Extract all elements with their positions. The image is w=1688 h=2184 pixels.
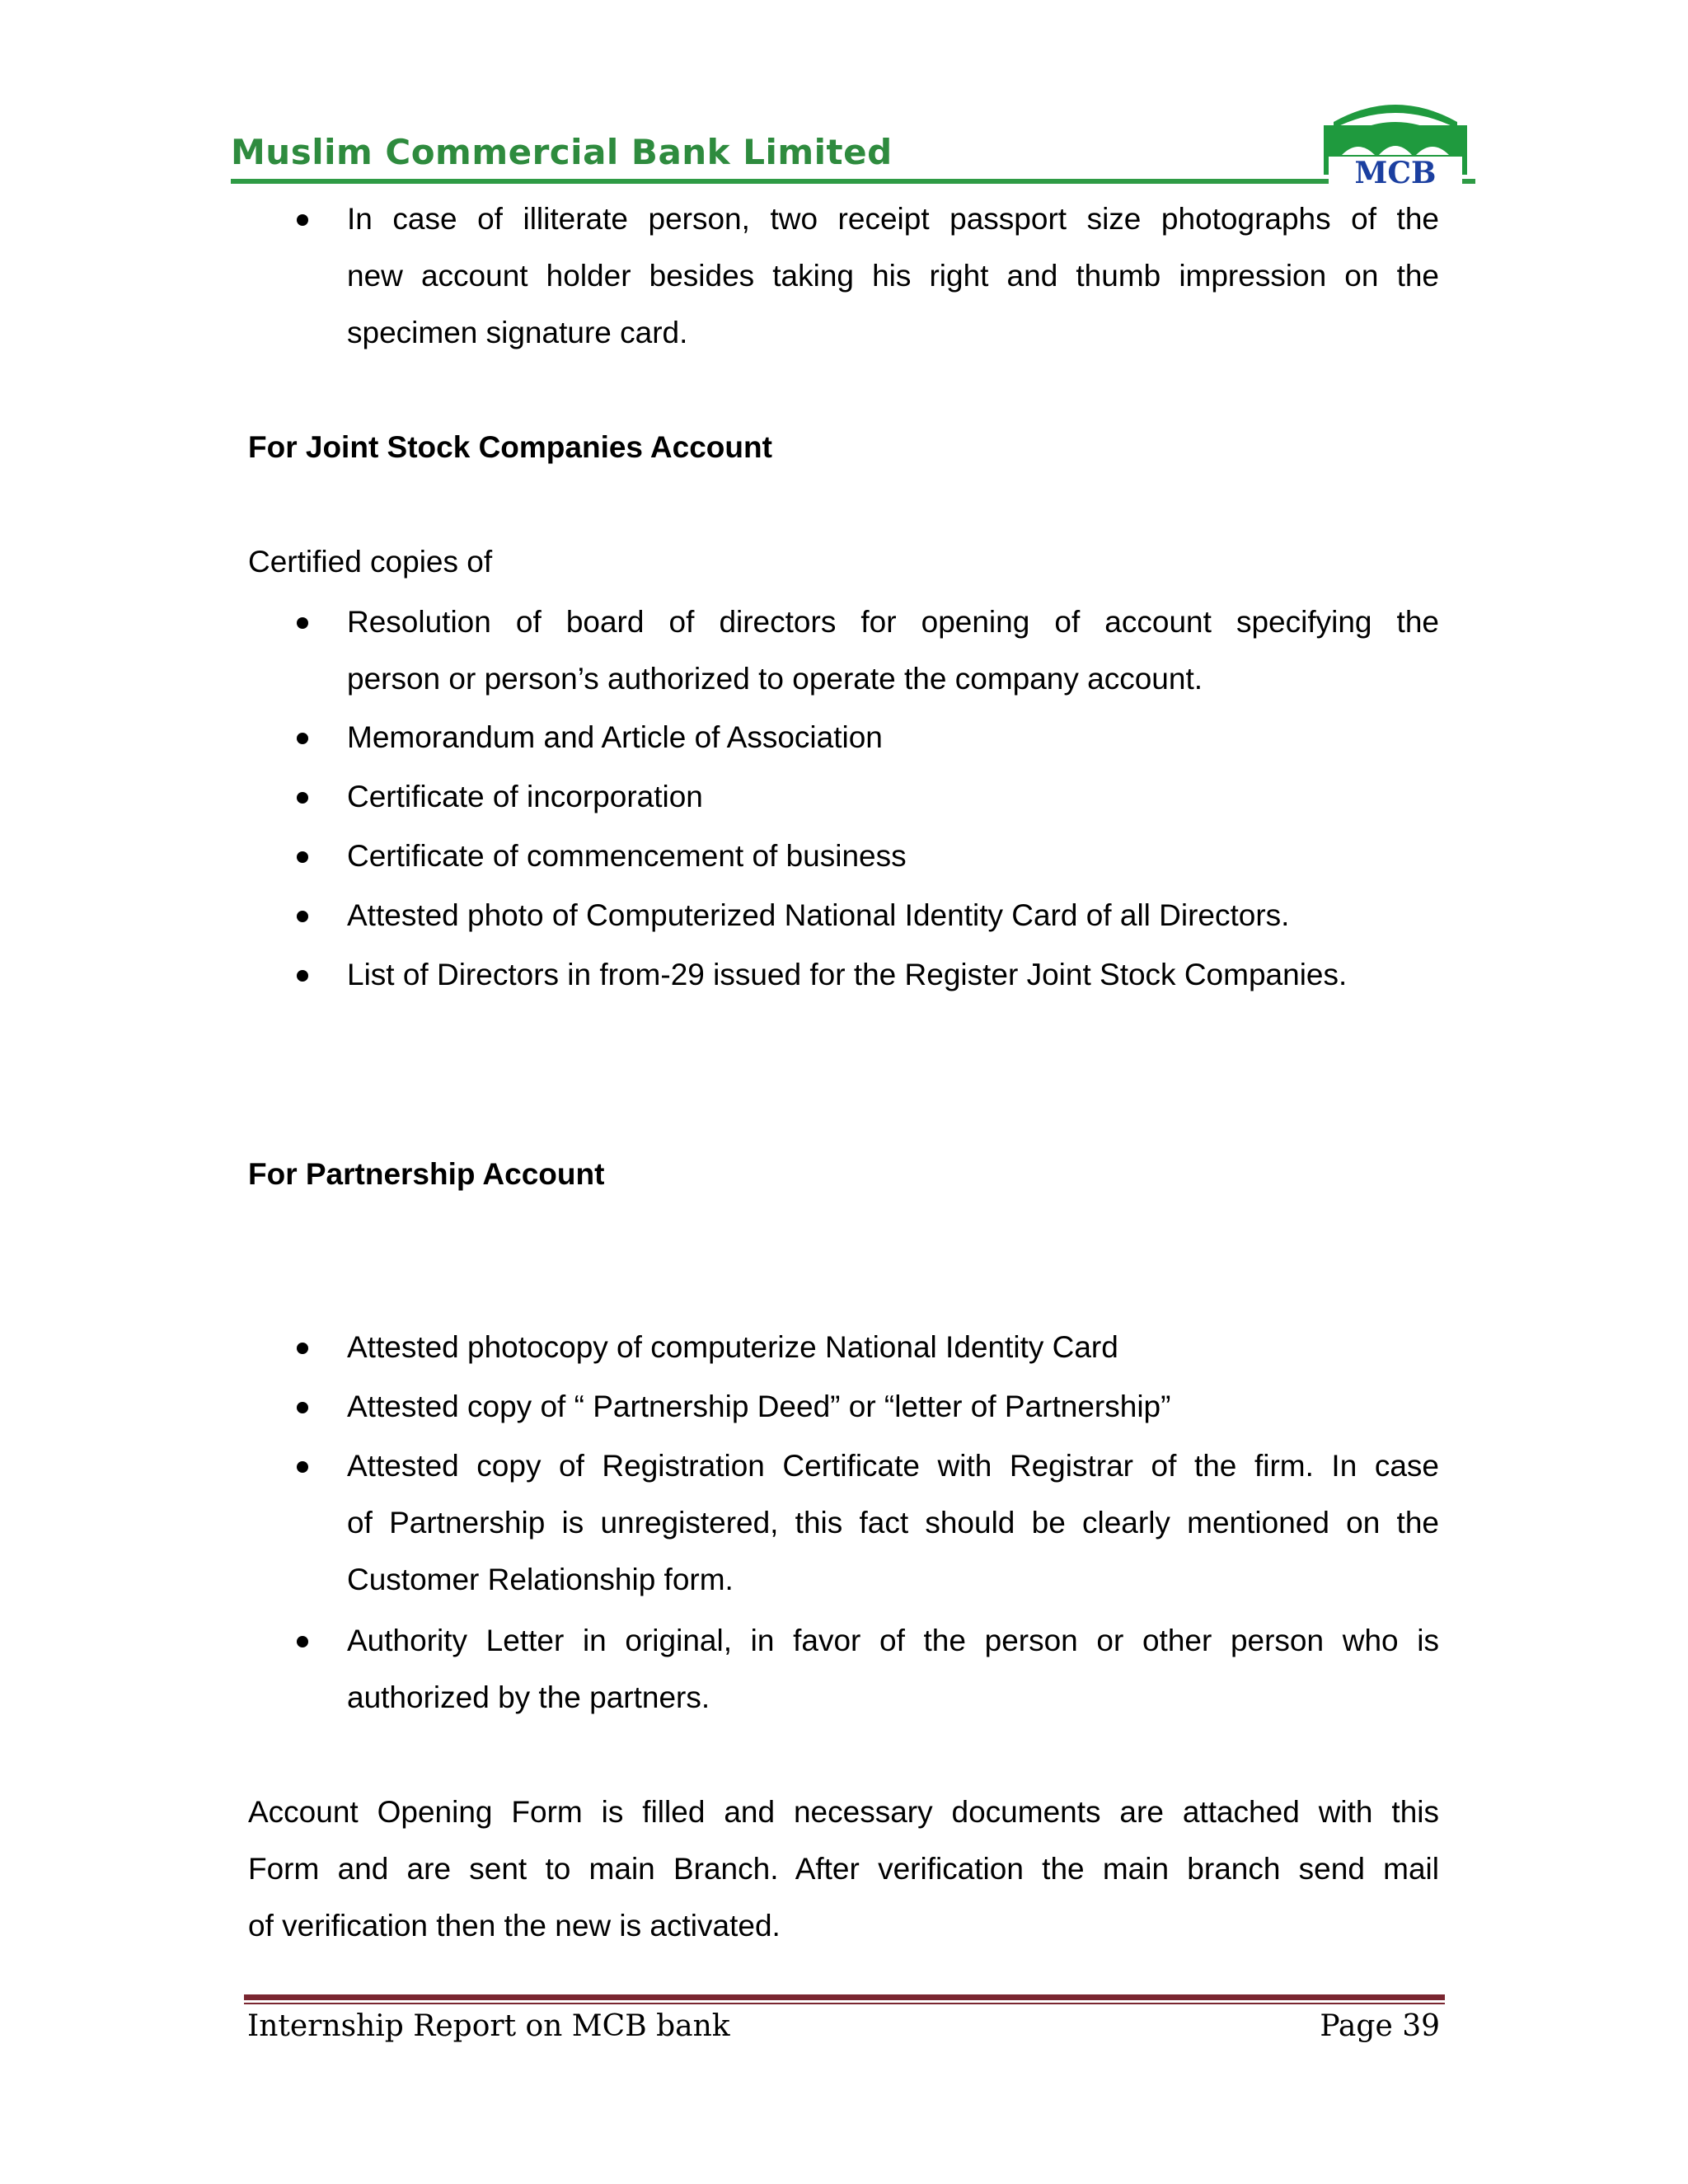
bullet-marker (297, 911, 308, 922)
closing-paragraph-line: Account Opening Form is filled and necessary documents are attached with this (248, 1795, 1439, 1829)
joint-stock-bullet-line: Resolution of board of directors for opening of account specifying the (347, 605, 1439, 639)
joint-stock-bullet-line: Memorandum and Article of Association (347, 720, 883, 754)
section-heading-joint-stock: For Joint Stock Companies Account (248, 430, 772, 464)
bullet-marker (297, 1343, 308, 1354)
bullet-marker (297, 1402, 308, 1413)
footer-report-title: Internship Report on MCB bank (247, 2009, 730, 2043)
intro-bullet-line: In case of illiterate person, two receipt passport size photographs of the (347, 202, 1439, 236)
bullet-marker (297, 1461, 308, 1473)
intro-bullet-line: new account holder besides taking his right and thumb impression on the (347, 259, 1439, 293)
footer-rule (244, 1994, 1445, 2000)
joint-stock-bullet-line: person or person’s authorized to operate the company account. (347, 662, 1203, 696)
bullet-marker (297, 617, 308, 629)
intro-bullet-line: specimen signature card. (347, 316, 688, 349)
bank-name-header: Muslim Commercial Bank Limited (231, 132, 893, 172)
joint-stock-intro: Certified copies of (248, 545, 493, 579)
closing-paragraph-line: Form and are sent to main Branch. After verification the main branch send mail (248, 1852, 1439, 1886)
bullet-marker (297, 733, 308, 744)
footer-page-number: Page 39 (1320, 2009, 1440, 2043)
bullet-marker (297, 792, 308, 804)
partnership-bullet-line: authorized by the partners. (347, 1680, 710, 1714)
footer-rule-thin (244, 2003, 1445, 2004)
partnership-bullet-line: Attested photocopy of computerize National Identity Card (347, 1330, 1118, 1364)
partnership-bullet-line: Attested copy of Registration Certificate with Registrar of the firm. In case (347, 1449, 1439, 1483)
closing-paragraph-line: of verification then the new is activated. (248, 1909, 781, 1943)
partnership-bullet-line: Authority Letter in original, in favor of the person or other person who is (347, 1624, 1439, 1657)
joint-stock-bullet-line: Attested photo of Computerized National Identity Card of all Directors. (347, 898, 1290, 932)
partnership-bullet-line: Attested copy of “ Partnership Deed” or “letter of Partnership” (347, 1390, 1171, 1423)
joint-stock-bullet-line: List of Directors in from-29 issued for the Register Joint Stock Companies. (347, 958, 1348, 991)
bullet-marker (297, 851, 308, 863)
bullet-marker (297, 214, 308, 226)
section-heading-partnership: For Partnership Account (248, 1157, 605, 1191)
partnership-bullet-line: of Partnership is unregistered, this fact should be clearly mentioned on the (347, 1506, 1439, 1540)
bullet-marker (297, 970, 308, 982)
joint-stock-bullet-line: Certificate of incorporation (347, 780, 703, 813)
joint-stock-bullet-line: Certificate of commencement of business (347, 839, 907, 873)
partnership-bullet-line: Customer Relationship form. (347, 1563, 734, 1596)
logo-text: MCB (1354, 156, 1437, 186)
bullet-marker (297, 1636, 308, 1647)
